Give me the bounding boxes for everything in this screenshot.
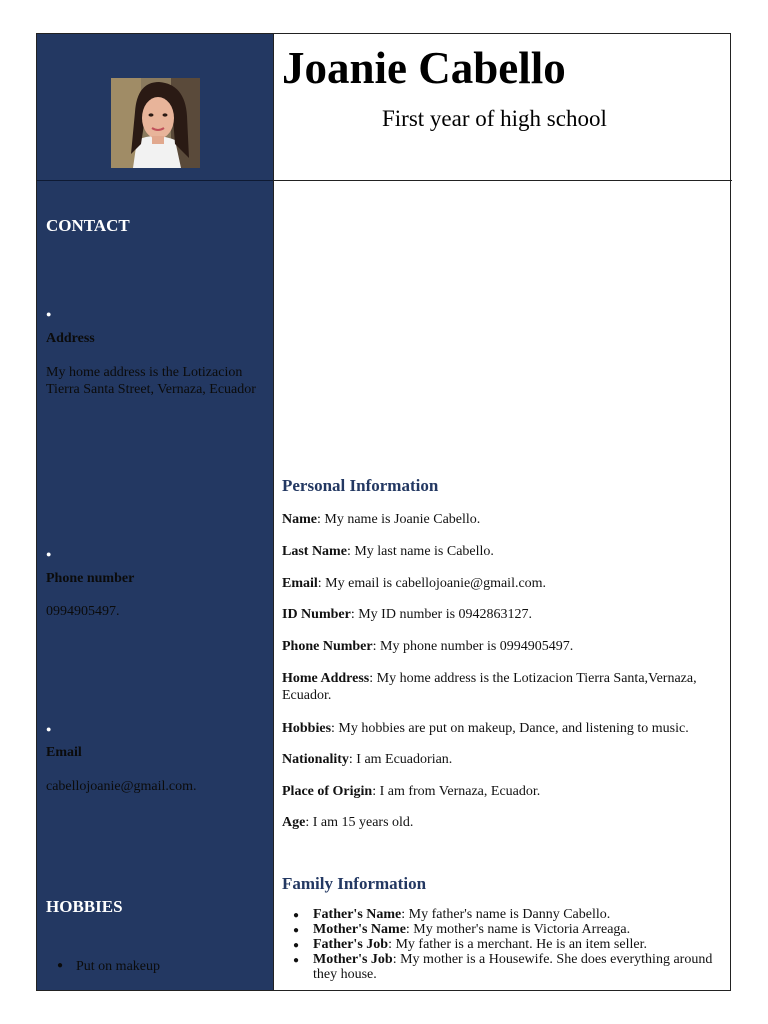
info-label: Nationality — [282, 752, 349, 767]
family-value: : My mother's name is Victoria Arreaga. — [405, 922, 631, 937]
info-value: : My email is cabellojoanie@gmail.com. — [317, 576, 547, 591]
family-info-title: Family Information — [282, 874, 427, 893]
info-place-of-origin — [282, 783, 726, 800]
info-label: Phone Number — [282, 639, 373, 654]
family-label: Mother's Name — [313, 922, 406, 937]
info-value: : My last name is Cabello. — [346, 544, 494, 559]
family-value: : My father is a merchant. He is an item seller. — [388, 937, 647, 952]
hobbies-heading: HOBBIES — [46, 897, 123, 916]
info-home-address — [282, 670, 726, 704]
email-icon: ● — [46, 724, 52, 734]
info-label: Home Address — [282, 671, 370, 686]
hobbies-list — [57, 959, 160, 975]
info-label: Name — [282, 512, 317, 527]
family-value: : My mother is a Housewife. She does everything around they house. — [313, 952, 713, 982]
sidebar-divider — [37, 180, 274, 181]
subtitle: First year of high school — [382, 106, 607, 131]
info-age — [282, 814, 726, 831]
info-phone-number — [282, 638, 726, 655]
profile-photo — [111, 78, 200, 168]
family-item — [293, 907, 723, 922]
info-value: : My phone number is 0994905497. — [372, 639, 574, 654]
personal-info-title: Personal Information — [282, 476, 439, 495]
family-item — [293, 922, 723, 937]
info-email — [282, 575, 726, 592]
info-value: : I am Ecuadorian. — [348, 752, 453, 767]
info-id-number — [282, 606, 726, 623]
info-hobbies — [282, 720, 726, 737]
email-text: cabellojoanie@gmail.com. — [46, 779, 197, 794]
contact-heading: CONTACT — [46, 216, 130, 235]
info-value: : I am 15 years old. — [305, 815, 414, 830]
info-value: : My name is Joanie Cabello. — [317, 512, 481, 527]
info-label: Place of Origin — [282, 784, 373, 799]
info-last-name — [282, 543, 726, 560]
info-label: Email — [282, 576, 318, 591]
page-title: Joanie Cabello — [282, 43, 566, 93]
resume-sheet — [36, 33, 731, 991]
family-label: Mother's Job — [313, 952, 393, 967]
phone-text: 0994905497. — [46, 604, 120, 619]
address-text: My home address is the Lotizacion Tierra Santa Street, Vernaza, Ecuador — [46, 365, 256, 397]
info-value: : My home address is the Lotizacion Tierra Santa,Vernaza, Ecuador. — [282, 671, 697, 703]
family-value: : My father's name is Danny Cabello. — [401, 907, 611, 922]
info-label: ID Number — [282, 607, 351, 622]
location-icon: ● — [46, 309, 52, 319]
hobby-item: ● Put on makeup — [57, 959, 160, 975]
info-nationality — [282, 751, 726, 768]
info-value: : My ID number is 0942863127. — [350, 607, 533, 622]
info-name — [282, 511, 726, 528]
family-item — [293, 937, 723, 952]
info-value: : I am from Vernaza, Ecuador. — [372, 784, 541, 799]
phone-icon: ● — [46, 549, 52, 559]
column-divider — [273, 34, 274, 990]
email-label: Email — [46, 745, 82, 760]
info-label: Age — [282, 815, 306, 830]
info-label: Hobbies — [282, 721, 332, 736]
family-label: Father's Job — [313, 937, 389, 952]
header-divider — [274, 180, 732, 181]
sidebar — [37, 34, 274, 990]
family-item — [293, 952, 723, 982]
address-label: Address — [46, 331, 95, 346]
family-list — [293, 907, 723, 982]
phone-label: Phone number — [46, 571, 135, 586]
family-label: Father's Name — [313, 907, 402, 922]
info-value: : My hobbies are put on makeup, Dance, and listening to music. — [331, 721, 689, 736]
info-label: Last Name — [282, 544, 347, 559]
